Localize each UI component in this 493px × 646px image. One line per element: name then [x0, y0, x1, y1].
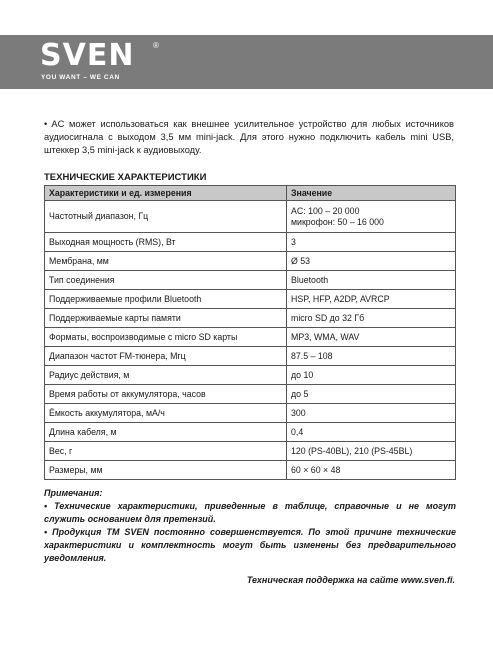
- spec-value: 0,4: [287, 423, 456, 442]
- spec-value: Bluetooth: [287, 271, 456, 290]
- table-row: [45, 404, 456, 423]
- table-row: [45, 252, 456, 271]
- specs-header-characteristic: Характеристики и ед. измерения: [45, 186, 287, 201]
- spec-label: Выходная мощность (RMS), Вт: [45, 233, 287, 252]
- spec-value: MP3, WMA, WAV: [287, 328, 456, 347]
- spec-value: 120 (PS-40BL), 210 (PS-45BL): [287, 442, 456, 461]
- table-row: [45, 201, 456, 233]
- spec-label: Мембрана, мм: [45, 252, 287, 271]
- note-item: • Продукция ТМ SVEN постоянно совершенствуется. По этой причине технические характеристики и комплектность могут быть изменены без предварительного уведомления.: [44, 527, 456, 563]
- spec-label: Размеры, мм: [45, 461, 287, 480]
- spec-value: Ø 53: [287, 252, 456, 271]
- brand-tagline: YOU WANT – WE CAN: [41, 74, 120, 81]
- spec-value: 87.5 – 108: [287, 347, 456, 366]
- spec-value: до 5: [287, 385, 456, 404]
- spec-label: Радиус действия, м: [45, 366, 287, 385]
- spec-value: 300: [287, 404, 456, 423]
- registered-mark: ®: [153, 41, 159, 50]
- specs-header-row: [45, 186, 456, 201]
- spec-label: Диапазон частот FM-тюнера, Мгц: [45, 347, 287, 366]
- specs-table: [44, 185, 456, 480]
- spec-label: Поддерживаемые профили Bluetooth: [45, 290, 287, 309]
- header-banner: [0, 35, 493, 89]
- spec-label: Частотный диапазон, Гц: [45, 201, 287, 233]
- support-note: Техническая поддержка на сайте www.sven.fi.: [246, 575, 455, 585]
- table-row: [45, 461, 456, 480]
- spec-value: до 10: [287, 366, 456, 385]
- spec-value: AC: 100 – 20 000 микрофон: 50 – 16 000: [287, 201, 456, 233]
- table-row: [45, 442, 456, 461]
- specs-title: ТЕХНИЧЕСКИЕ ХАРАКТЕРИСТИКИ: [44, 172, 207, 183]
- table-row: [45, 385, 456, 404]
- intro-paragraph: • AC может использоваться как внешнее усилительное устройство для любых источников аудиосигнала с выходом 3,5 мм mini-jack. Для этого нужно подключить кабель mini USB, штеккер 3,5 mini-jack к аудиовыходу.: [44, 119, 454, 155]
- spec-value: 60 × 60 × 48: [287, 461, 456, 480]
- table-row: [45, 290, 456, 309]
- table-row: [45, 347, 456, 366]
- spec-value: HSP, HFP, A2DP, AVRCP: [287, 290, 456, 309]
- spec-label: Форматы, воспроизводимые с micro SD карты: [45, 328, 287, 347]
- table-row: [45, 423, 456, 442]
- notes-title: Примечания:: [44, 488, 103, 498]
- table-row: [45, 309, 456, 328]
- sven-logo: SVEN: [40, 38, 135, 73]
- spec-label: Время работы от аккумулятора, часов: [45, 385, 287, 404]
- table-row: [45, 233, 456, 252]
- table-row: [45, 328, 456, 347]
- spec-label: Тип соединения: [45, 271, 287, 290]
- spec-value: 3: [287, 233, 456, 252]
- spec-label: Вес, г: [45, 442, 287, 461]
- table-row: [45, 366, 456, 385]
- spec-label: Поддерживаемые карты памяти: [45, 309, 287, 328]
- spec-value: micro SD до 32 Гб: [287, 309, 456, 328]
- specs-header-value: Значение: [287, 186, 456, 201]
- spec-label: Длина кабеля, м: [45, 423, 287, 442]
- notes-section: [44, 487, 456, 565]
- table-row: [45, 271, 456, 290]
- spec-label: Ёмкость аккумулятора, мА/ч: [45, 404, 287, 423]
- note-item: • Технические характеристики, приведенные в таблице, справочные и не могут служить основанием для претензий.: [44, 501, 456, 524]
